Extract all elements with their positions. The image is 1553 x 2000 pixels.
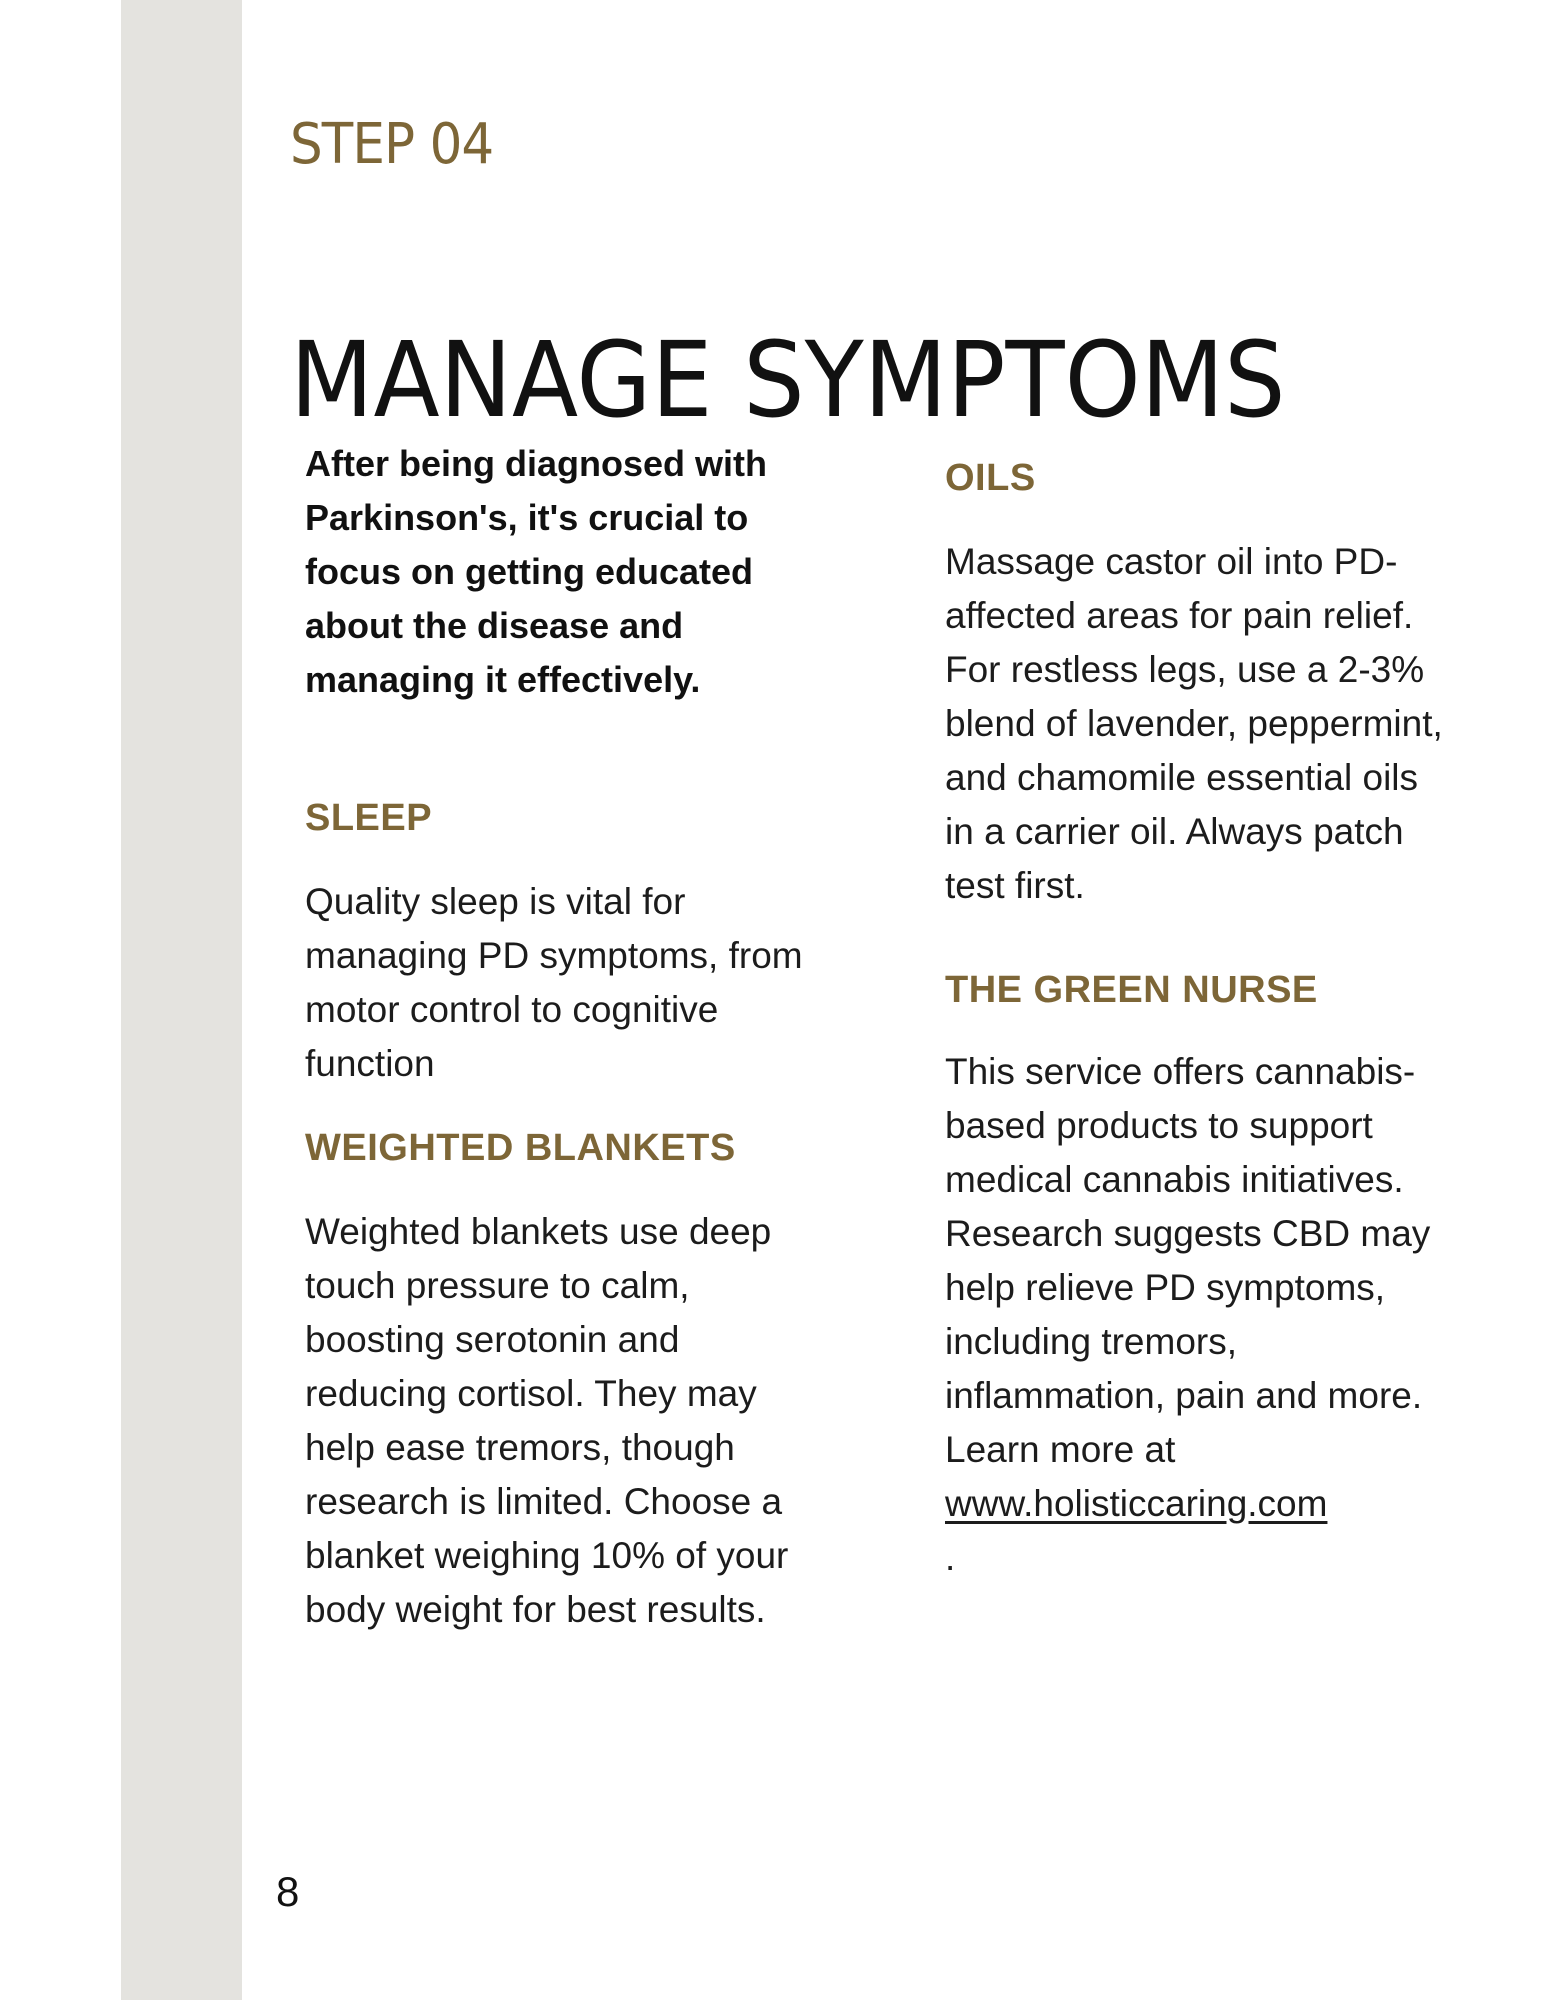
oils-heading: OILS [945,457,1036,499]
intro-paragraph: After being diagnosed with Parkinson's, it's crucial to focus on getting educated about the disease and managing it effectively. [305,443,768,700]
link-line [945,1477,1455,1531]
left-column [305,437,815,1637]
oils-body: Massage castor oil into PD-affected areas for pain relief. For restless legs, use a 2-3% blend of lavender, peppermint, and chamomile essential oils in a carrier oil. Always patch test first. [945,541,1443,906]
weighted-blankets-heading: WEIGHTED BLANKETS [305,1127,736,1169]
green-nurse-body: This service offers cannabis-based products to support medical cannabis initiatives. Research suggests CBD may help relieve PD symptoms, including tremors, inflammation, pain and more. [945,1051,1431,1416]
sleep-body: Quality sleep is vital for managing PD symptoms, from motor control to cognitive function [305,881,803,1084]
sleep-heading: SLEEP [305,797,433,839]
page-number: 8 [276,1868,300,1915]
learn-more-text: Learn more at [945,1429,1176,1470]
step-label: STEP 04 [290,112,494,177]
holisticcaring-link[interactable]: www.holisticcaring.com [945,1483,1328,1524]
right-column [945,437,1455,1585]
green-nurse-heading: THE GREEN NURSE [945,969,1318,1011]
weighted-blankets-body: Weighted blankets use deep touch pressure to calm, boosting serotonin and reducing cortisol. They may help ease tremors, though research is limited. Choose a blanket weighing 10% of your body weight for best results. [305,1211,789,1630]
trailing-period: . [945,1537,956,1578]
side-band [121,0,242,2000]
page-title: MANAGE SYMPTOMS [290,318,1286,441]
